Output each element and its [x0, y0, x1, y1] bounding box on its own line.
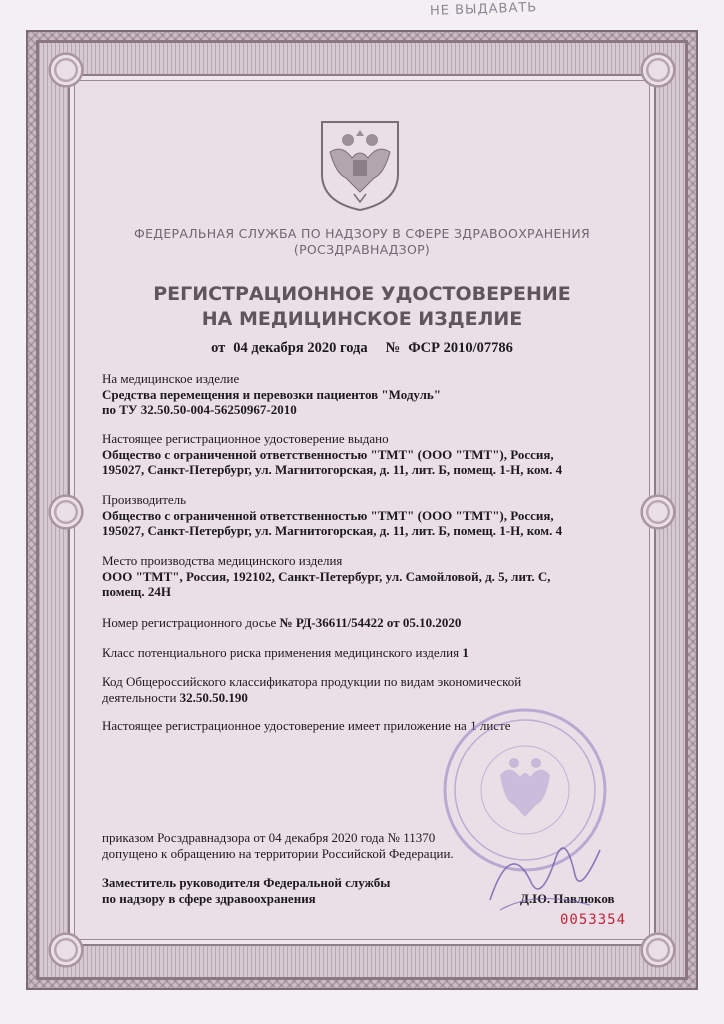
order-line2: допущено к обращению на территории Российской Федерации. — [102, 845, 454, 861]
okved-label-line2: деятельности — [102, 689, 177, 705]
manufacturer-line2: 195027, Санкт-Петербург, ул. Магнитогорская, д. 11, лит. Б, помещ. 1-Н, ком. 4 — [102, 523, 563, 538]
dossier-label: Номер регистрационного досье — [102, 615, 277, 630]
certificate-number: ФСР 2010/07786 — [408, 340, 513, 356]
corner-rosette — [44, 48, 88, 92]
date-prefix: от — [211, 340, 226, 356]
document-subtitle: НА МЕДИЦИНСКОЕ ИЗДЕЛИЕ — [201, 308, 523, 330]
dossier-value: № РД-36611/54422 от 05.10.2020 — [279, 615, 462, 630]
issued-to-section — [102, 431, 622, 478]
document-title: РЕГИСТРАЦИОННОЕ УДОСТОВЕРЕНИЕ — [153, 283, 571, 305]
certificate-date: 04 декабря 2020 года — [233, 340, 368, 356]
issued-to-line2: 195027, Санкт-Петербург, ул. Магнитогорская, д. 11, лит. Б, помещ. 1-Н, ком. 4 — [102, 462, 563, 477]
production-site-line1: ООО "ТМТ", Россия, 192102, Санкт-Петербург, ул. Самойловой, д. 5, лит. С, — [102, 568, 551, 584]
risk-class-value: 1 — [462, 645, 469, 660]
corner-rosette — [44, 928, 88, 972]
manufacturer-label: Производитель — [102, 492, 187, 507]
manufacturer-line1: Общество с ограниченной ответственностью "ТМТ" (ООО "ТМТ"), Россия, — [102, 507, 554, 523]
agency-name: ФЕДЕРАЛЬНАЯ СЛУЖБА ПО НАДЗОРУ В СФЕРЕ ЗДРАВООХРАНЕНИЯ — [134, 226, 590, 241]
handwritten-note: НЕ ВЫДАВАТЬ — [429, 0, 538, 19]
serial-number: 0053354 — [560, 912, 627, 928]
certificate-date-number — [0, 340, 724, 357]
okved-section — [102, 674, 622, 705]
corner-rosette — [636, 48, 680, 92]
appendix-line: Настоящее регистрационное удостоверение имеет приложение на 1 листе — [102, 718, 511, 733]
dossier-line — [102, 615, 622, 631]
agency-abbreviation: (РОСЗДРАВНАДЗОР) — [293, 242, 431, 257]
risk-class-label: Класс потенциального риска применения медицинского изделия — [102, 645, 460, 660]
issued-to-line1: Общество с ограниченной ответственностью "ТМТ" (ООО "ТМТ"), Россия, — [102, 446, 554, 462]
issued-to-label: Настоящее регистрационное удостоверение выдано — [102, 431, 389, 446]
device-spec: по ТУ 32.50.50-004-56250967-2010 — [102, 402, 297, 417]
manufacturer-section — [102, 492, 622, 539]
okved-value: 32.50.50.190 — [179, 689, 248, 705]
risk-class-line — [102, 645, 622, 661]
production-site-section — [102, 553, 622, 600]
production-site-line2: помещ. 24Н — [102, 584, 171, 599]
production-site-label: Место производства медицинского изделия — [102, 553, 343, 568]
number-sign: № — [385, 340, 401, 356]
order-line1: приказом Росздравнадзора от 04 декабря 2020 года № 11370 — [102, 830, 436, 845]
signatory-title-line2: по надзору в сфере здравоохранения — [102, 890, 316, 906]
corner-rosette — [636, 928, 680, 972]
signatory-name: Д.Ю. Павлюков — [520, 891, 615, 906]
side-rosette — [44, 490, 88, 534]
signatory-title-line1: Заместитель руководителя Федеральной службы — [102, 875, 391, 890]
device-section — [102, 371, 622, 418]
coat-of-arms-icon — [318, 118, 402, 212]
device-name: Средства перемещения и перевозки пациентов "Модуль" — [102, 386, 441, 402]
side-rosette — [636, 490, 680, 534]
handwritten-signature — [480, 820, 610, 920]
device-label: На медицинское изделие — [102, 371, 240, 386]
okved-label-line1: Код Общероссийского классификатора продукции по видам экономической — [102, 674, 522, 689]
